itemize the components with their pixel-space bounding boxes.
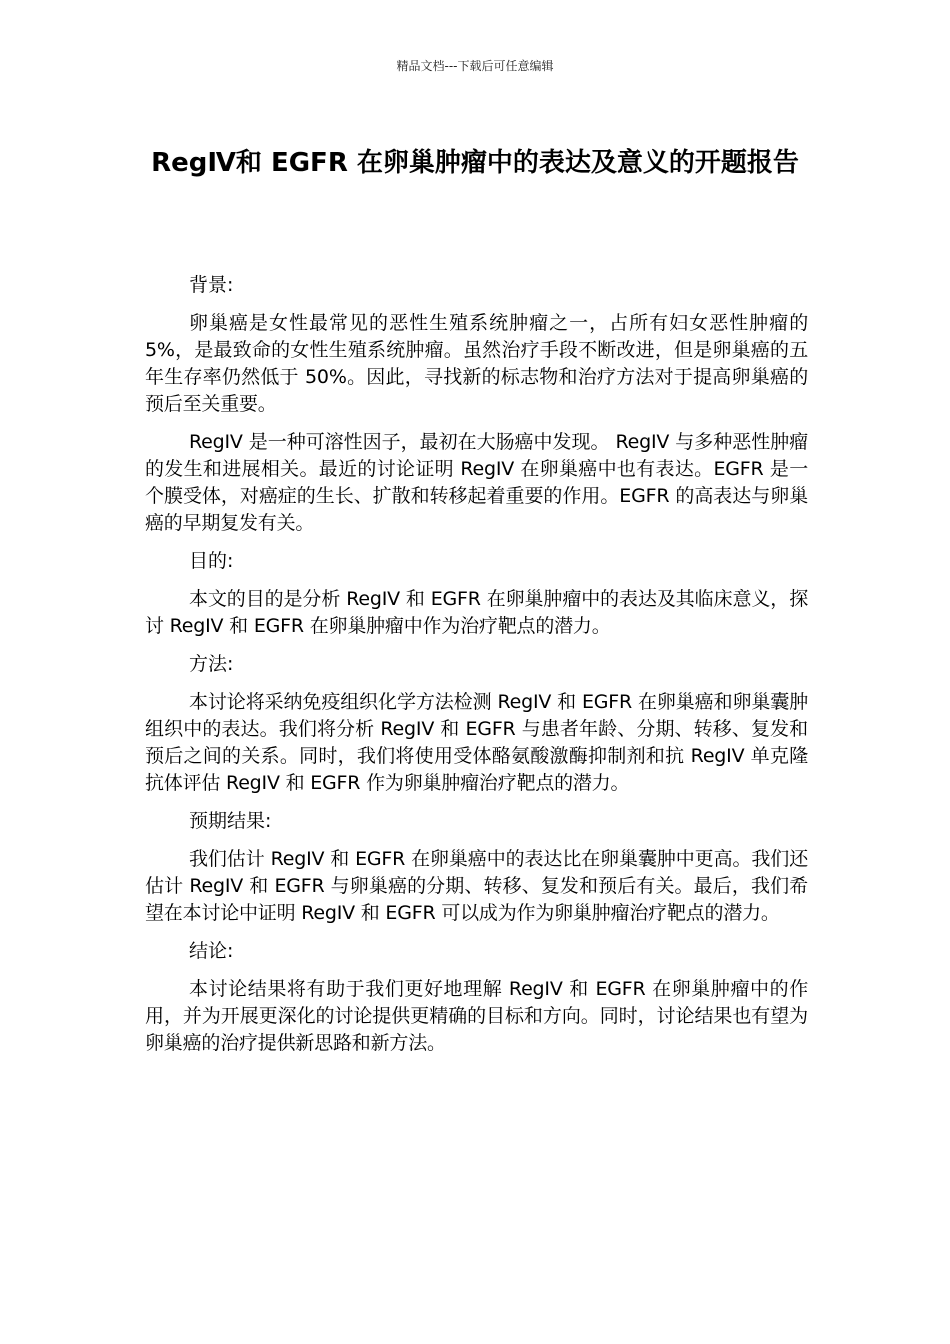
page-header-note: 精品文档---下载后可任意编辑 (396, 59, 554, 73)
section-label-purpose: 目的: (189, 550, 234, 572)
section-label-expected: 预期结果: (189, 810, 272, 832)
document-title: RegⅣ和 EGFR 在卵巢肿瘤中的表达及意义的开题报告 (151, 148, 799, 178)
paragraph-method-1: 本讨论将采纳免疫组织化学方法检测 RegIV 和 EGFR 在卵巢癌和卵巢囊肿组织中的表达。我们将分析 RegIV 和 EGFR 与患者年龄、分期、转移、复发和预后之间的关系。同时，我们将使用受体酪氨酸激酶抑制剂和抗 RegIV 单克隆抗体评估 RegIV 和 EGFR 作为卵巢肿瘤治疗靶点的潜力。 (145, 691, 808, 794)
paragraph-background-1: 卵巢癌是女性最常见的恶性生殖系统肿瘤之一，占所有妇女恶性肿瘤的 5%，是最致命的女性生殖系统肿瘤。虽然治疗手段不断改进，但是卵巢癌的五年生存率仍然低于 50%。因此，寻找新的标志物和治疗方法对于提高卵巢癌的预后至关重要。 (145, 312, 808, 415)
section-label-background: 背景: (189, 274, 234, 296)
paragraph-expected-1: 我们估计 RegIV 和 EGFR 在卵巢癌中的表达比在卵巢囊肿中更高。我们还估计 RegIV 和 EGFR 与卵巢癌的分期、转移、复发和预后有关。最后，我们希望在本讨论中证明 RegIV 和 EGFR 可以成为作为卵巢肿瘤治疗靶点的潜力。 (145, 848, 808, 924)
section-label-method: 方法: (189, 653, 234, 675)
section-label-conclusion: 结论: (189, 940, 234, 962)
paragraph-purpose-1: 本文的目的是分析 RegIV 和 EGFR 在卵巢肿瘤中的表达及其临床意义，探讨 RegIV 和 EGFR 在卵巢肿瘤中作为治疗靶点的潜力。 (145, 588, 808, 637)
paragraph-background-2: RegIV 是一种可溶性因子，最初在大肠癌中发现。 RegIV 与多种恶性肿瘤的发生和进展相关。最近的讨论证明 RegIV 在卵巢癌中也有表达。EGFR 是一个膜受体，对癌症的生长、扩散和转移起着重要的作用。EGFR 的高表达与卵巢癌的早期复发有关。 (145, 431, 808, 534)
paragraph-conclusion-1: 本讨论结果将有助于我们更好地理解 RegIV 和 EGFR 在卵巢肿瘤中的作用，并为开展更深化的讨论提供更精确的目标和方向。同时，讨论结果也有望为卵巢癌的治疗提供新思路和新方法。 (145, 978, 808, 1054)
document-body (145, 272, 808, 1068)
